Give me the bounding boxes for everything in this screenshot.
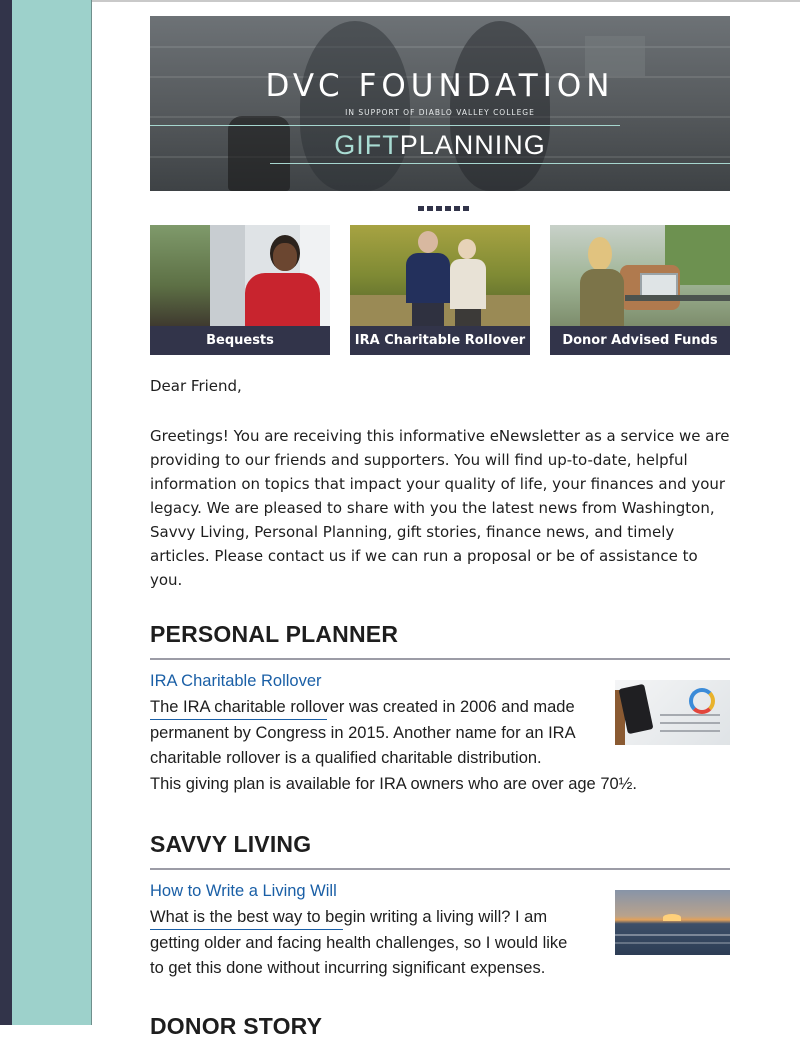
section-title-personal-planner: PERSONAL PLANNER [150, 621, 399, 647]
section-divider [150, 658, 730, 660]
left-margin-panel [12, 0, 92, 1025]
section-title-donor-story: DONOR STORY [150, 1013, 323, 1039]
sunset-beach-thumbnail [615, 890, 730, 955]
greeting: Dear Friend, [150, 377, 242, 395]
intro-paragraph: Greetings! You are receiving this informative eNewsletter as a service we are providing to our friends and supporters. You will find up-to-date, helpful information on topics that impact your quality of life, your finances and your legacy. We are pleased to share with you the latest news from Washington, Savvy Living, Personal Planning, gift stories, finance news, and timely articles. Please contact us if we can run a proposal or be of assistance to you. [150, 427, 730, 589]
gift-planning-heading: GIFTPLANNING [334, 130, 546, 160]
header-banner [150, 16, 730, 191]
article-link-ira-charitable-rollover[interactable]: IRA Charitable Rollover [150, 672, 322, 690]
section-divider [150, 868, 730, 870]
student-silhouette [300, 21, 410, 191]
foundation-logo: DVC FOUNDATION [265, 68, 615, 104]
ira-photo [350, 225, 530, 326]
foundation-tagline: IN SUPPORT OF DIABLO VALLEY COLLEGE [345, 108, 535, 117]
left-edge-bar [0, 0, 12, 1025]
tile-label: IRA Charitable Rollover [354, 333, 526, 348]
article-excerpt: The IRA charitable rollover was created in 2006 and made permanent by Congress in 2015. Another name for an IRA charitable rollover is a qualified charitable distribution. This giving plan is available for IRA owners who are over age 70½. [150, 698, 638, 793]
tile-ira-charitable-rollover[interactable] [350, 225, 530, 355]
drag-handle[interactable] [418, 206, 469, 212]
tile-label: Donor Advised Funds [562, 333, 718, 348]
article-excerpt: What is the best way to begin writing a living will? I am getting older and facing health challenges, so I would like to get this done without incurring significant expenses. [150, 908, 568, 977]
calculator-thumbnail [615, 680, 730, 745]
tile-label: Bequests [206, 333, 274, 348]
bequests-photo [150, 225, 330, 326]
tile-bequests[interactable] [150, 225, 330, 355]
student-silhouette [450, 21, 550, 191]
donor-advised-photo [550, 225, 730, 326]
tile-donor-advised-funds[interactable] [550, 225, 730, 355]
article-link-how-to-write-a-living-will[interactable]: How to Write a Living Will [150, 882, 337, 900]
section-title-savvy-living: SAVVY LIVING [150, 831, 312, 857]
